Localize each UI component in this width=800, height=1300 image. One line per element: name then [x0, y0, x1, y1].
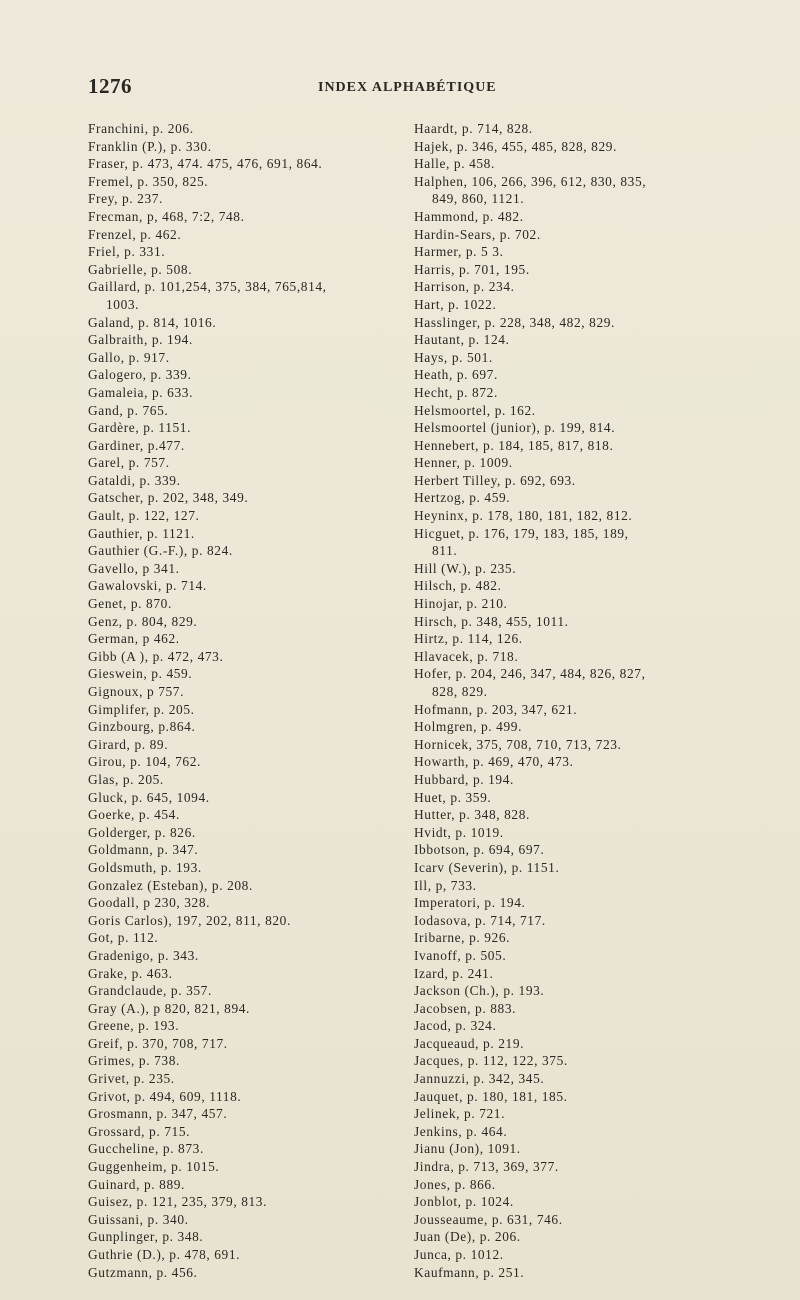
index-entry: Guisez, p. 121, 235, 379, 813. [88, 1194, 268, 1210]
index-entry: Hicguet, p. 176, 179, 183, 185, 189, [414, 525, 629, 541]
index-entry: Howarth, p. 469, 470, 473. [414, 754, 574, 770]
index-entry: Hofmann, p. 203, 347, 621. [414, 701, 578, 717]
index-entry: 828, 829. [432, 684, 488, 699]
index-entry: Helsmoortel (junior), p. 199, 814. [414, 420, 616, 436]
index-entry: Jelinek, p. 721. [414, 1106, 506, 1122]
index-entry: Gardiner, p.477. [88, 437, 185, 453]
index-entry: Girard, p. 89. [88, 736, 169, 752]
index-entry: Ginzbourg, p.864. [88, 719, 196, 735]
index-entry: Halle, p. 458. [414, 156, 495, 172]
index-entry: Hvidt, p. 1019. [414, 824, 504, 840]
index-entry: Huet, p. 359. [414, 789, 492, 805]
index-entry: Gignoux, p 757. [88, 684, 185, 699]
index-entry: Grandclaude, p. 357. [88, 983, 212, 999]
index-entry: Gawalovski, p. 714. [88, 578, 207, 594]
index-entry: Glas, p. 205. [88, 771, 164, 787]
index-entry: Hill (W.), p. 235. [414, 560, 517, 576]
index-entry: Hofer, p. 204, 246, 347, 484, 826, 827, [414, 666, 646, 682]
index-entry: Icarv (Severin), p. 1151. [414, 859, 560, 875]
page-number: 1276 [88, 74, 132, 98]
index-entry: Guissani, p. 340. [88, 1211, 189, 1227]
index-entry: Harmer, p. 5 3. [414, 244, 504, 260]
index-entry: Ivanoff, p. 505. [414, 947, 507, 963]
index-entry: Gault, p. 122, 127. [88, 508, 200, 524]
index-entry: Holmgren, p. 499. [414, 719, 523, 735]
index-entry: Girou, p. 104, 762. [88, 754, 201, 770]
index-entry: Genet, p. 870. [88, 596, 172, 612]
index-entry: Gauthier, p. 1121. [88, 525, 195, 541]
page-header [88, 74, 728, 104]
index-entry: Guggenheim, p. 1015. [88, 1159, 220, 1175]
index-entry: Hutter, p. 348, 828. [414, 807, 530, 823]
index-entry: Jones, p. 866. [414, 1176, 496, 1192]
index-entry: Guccheline, p. 873. [88, 1141, 204, 1157]
index-entry: Harrison, p. 234. [414, 279, 515, 295]
index-entry: Hecht, p. 872. [414, 384, 498, 400]
index-entry: Hays, p. 501. [414, 349, 493, 365]
index-entry: Kaufmann, p. 251. [414, 1264, 525, 1280]
index-entry: 849, 860, 1121. [432, 191, 525, 207]
index-entry: Hammond, p. 482. [414, 208, 524, 224]
index-entry: Gardère, p. 1151. [88, 420, 192, 436]
index-entry: Heyninx, p. 178, 180, 181, 182, 812. [414, 508, 633, 524]
index-entry: Jackson (Ch.), p. 193. [414, 983, 545, 999]
index-entry: Grivot, p. 494, 609, 1118. [88, 1088, 242, 1104]
index-column-left [88, 120, 388, 1281]
index-entry: Izard, p. 241. [414, 965, 494, 981]
index-entry: Gand, p. 765. [88, 402, 169, 418]
index-entry: Hennebert, p. 184, 185, 817, 818. [414, 437, 614, 453]
index-entry: Gibb (A ), p. 472, 473. [88, 648, 224, 664]
index-entry: Jindra, p. 713, 369, 377. [414, 1159, 559, 1175]
index-entry: Jonblot, p. 1024. [414, 1194, 514, 1210]
index-entry: Garel, p. 757. [88, 455, 170, 471]
index-entry: Jousseaume, p. 631, 746. [414, 1211, 563, 1227]
index-entry: Jannuzzi, p. 342, 345. [414, 1071, 545, 1087]
index-entry: Genz, p. 804, 829. [88, 613, 198, 629]
index-entry: Goldmann, p. 347. [88, 842, 199, 858]
index-entry: Hirtz, p. 114, 126. [414, 631, 523, 647]
index-entry: Goerke, p. 454. [88, 807, 180, 823]
index-entry: Grivet, p. 235. [88, 1071, 175, 1087]
index-entry: Hirsch, p. 348, 455, 1011. [414, 613, 569, 629]
index-entry: Fremel, p. 350, 825. [88, 173, 209, 189]
index-entry: Gauthier (G.-F.), p. 824. [88, 543, 233, 559]
index-entry: Jacqueaud, p. 219. [414, 1035, 525, 1051]
index-entry: 1003. [106, 296, 140, 312]
index-entry: Gatscher, p. 202, 348, 349. [88, 490, 249, 506]
index-entry: Frey, p. 237. [88, 191, 163, 207]
index-entry: Gluck, p. 645, 1094. [88, 789, 210, 805]
index-entry: Gavello, p 341. [88, 560, 180, 576]
index-entry: Fraser, p. 473, 474. 475, 476, 691, 864. [88, 156, 323, 172]
index-entry: Golderger, p. 826. [88, 824, 196, 840]
index-entry: German, p 462. [88, 631, 180, 647]
index-entry: Hart, p. 1022. [414, 296, 497, 312]
index-entry: Hasslinger, p. 228, 348, 482, 829. [414, 314, 615, 330]
index-entry: Gabrielle, p. 508. [88, 261, 193, 277]
index-entry: Grossard, p. 715. [88, 1123, 191, 1139]
index-entry: Gieswein, p. 459. [88, 666, 193, 682]
index-entry: Ill, p, 733. [414, 877, 477, 893]
index-entry: Grake, p. 463. [88, 965, 173, 981]
index-entry: Hertzog, p. 459. [414, 490, 511, 506]
index-entry: Haardt, p. 714, 828. [414, 121, 533, 136]
index-entry: Helsmoortel, p. 162. [414, 402, 536, 418]
index-entry: Guthrie (D.), p. 478, 691. [88, 1247, 241, 1262]
index-entry: Ibbotson, p. 694, 697. [414, 842, 545, 858]
index-entry: Jenkins, p. 464. [414, 1123, 508, 1139]
index-entry: Halphen, 106, 266, 396, 612, 830, 835, [414, 173, 647, 189]
index-entry: Gonzalez (Esteban), p. 208. [88, 877, 253, 893]
index-entry: Henner, p. 1009. [414, 455, 513, 471]
index-entry: Hornicek, 375, 708, 710, 713, 723. [414, 736, 622, 752]
index-entry: Gutzmann, p. 456. [88, 1264, 198, 1280]
index-entry: Franklin (P.), p. 330. [88, 138, 212, 154]
index-entry: 811. [432, 543, 458, 559]
index-entry: Hajek, p. 346, 455, 485, 828, 829. [414, 138, 618, 154]
index-entry: Jacobsen, p. 883. [414, 1000, 517, 1016]
index-entry: Galogero, p. 339. [88, 367, 192, 383]
index-entry: Greif, p. 370, 708, 717. [88, 1035, 228, 1051]
index-entry: Gradenigo, p. 343. [88, 947, 199, 963]
index-entry: Heath, p. 697. [414, 367, 498, 383]
index-entry: Galand, p. 814, 1016. [88, 314, 217, 330]
index-entry: Jacod, p. 324. [414, 1018, 497, 1034]
index-entry: Iodasova, p. 714, 717. [414, 912, 546, 928]
index-entry: Herbert Tilley, p. 692, 693. [414, 472, 576, 488]
index-entry: Iribarne, p. 926. [414, 930, 511, 946]
index-entry: Juan (De), p. 206. [414, 1229, 521, 1245]
index-entry: Jianu (Jon), 1091. [414, 1141, 521, 1157]
index-entry: Gamaleia, p. 633. [88, 384, 194, 400]
index-entry: Gataldi, p. 339. [88, 472, 181, 488]
index-entry: Grimes, p. 738. [88, 1053, 180, 1069]
index-entry: Gray (A.), p 820, 821, 894. [88, 1000, 250, 1016]
index-entry: Goris Carlos), 197, 202, 811, 820. [88, 912, 291, 928]
index-entry: Gallo, p. 917. [88, 349, 170, 365]
index-entry: Hinojar, p. 210. [414, 596, 508, 612]
index-entry: Greene, p. 193. [88, 1018, 180, 1034]
index-entry: Got, p. 112. [88, 930, 159, 946]
index-entry: Hautant, p. 124. [414, 332, 510, 348]
index-entry: Hardin-Sears, p. 702. [414, 226, 541, 242]
index-entry: Junca, p. 1012. [414, 1247, 504, 1262]
index-entry: Guinard, p. 889. [88, 1176, 185, 1192]
running-title: INDEX ALPHABÉTIQUE [318, 80, 497, 95]
index-entry: Jacques, p. 112, 122, 375. [414, 1053, 568, 1069]
index-entry: Goodall, p 230, 328. [88, 895, 211, 911]
index-entry: Frenzel, p. 462. [88, 226, 182, 242]
index-entry: Harris, p. 701, 195. [414, 261, 530, 277]
index-entry: Gimplifer, p. 205. [88, 701, 195, 717]
index-entry: Grosmann, p. 347, 457. [88, 1106, 228, 1122]
index-entry: Gaillard, p. 101,254, 375, 384, 765,814, [88, 279, 327, 295]
index-entry: Frecman, p, 468, 7:2, 748. [88, 208, 245, 224]
index-entry: Goldsmuth, p. 193. [88, 859, 202, 875]
index-entry: Hubbard, p. 194. [414, 771, 514, 787]
index-entry: Jauquet, p. 180, 181, 185. [414, 1088, 568, 1104]
index-entry: Hlavacek, p. 718. [414, 648, 519, 664]
index-entry: Imperatori, p. 194. [414, 895, 526, 911]
index-entry: Franchini, p. 206. [88, 121, 194, 136]
index-entry: Galbraith, p. 194. [88, 332, 193, 348]
index-column-right [414, 120, 759, 1281]
index-entry: Friel, p. 331. [88, 244, 166, 260]
index-entry: Hilsch, p. 482. [414, 578, 502, 594]
index-entry: Gunplinger, p. 348. [88, 1229, 204, 1245]
